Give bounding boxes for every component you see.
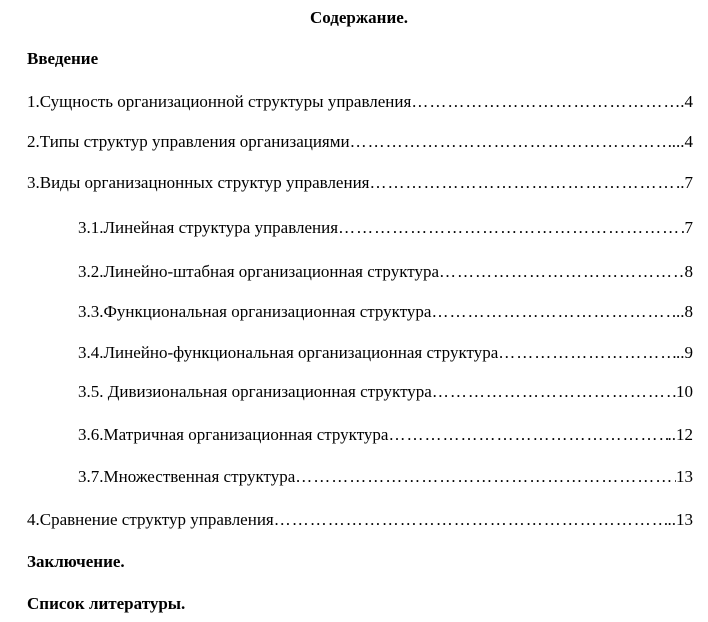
- toc-entry-3-1: [78, 218, 693, 238]
- toc-entry-label: 3.Виды организацнонных структур управления: [27, 173, 370, 192]
- toc-entry-3-7: [78, 467, 693, 487]
- toc-leader-dots: [411, 92, 680, 112]
- toc-leader-dots: [274, 510, 668, 530]
- toc-intro: Введение: [27, 49, 99, 68]
- toc-entry-label: 3.5. Дивизиональная организационная структура: [78, 382, 432, 401]
- toc-entry-3-3: [78, 302, 693, 322]
- toc-entry-3-4: [78, 343, 693, 363]
- toc-entry-label: 2.Типы структур управления организациями: [27, 132, 350, 151]
- toc-entry-label: 3.3.Функциональная организационная структура: [78, 302, 432, 321]
- toc-leader-dots: [432, 382, 676, 402]
- toc-entry-label: 3.1.Линейная структура управления: [78, 218, 339, 237]
- toc-leader-dots: [498, 343, 676, 363]
- toc-entry-3-6: [78, 425, 693, 445]
- toc-entry-2: [27, 132, 693, 152]
- toc-entry-label: 3.4.Линейно-функциональная организационная структура: [78, 343, 499, 362]
- toc-entry-page: 13: [676, 467, 693, 486]
- toc-entry-page: 7: [684, 218, 693, 237]
- toc-leader-dots: [338, 218, 684, 238]
- toc-entry-page: ...4: [671, 132, 693, 151]
- page-title: Содержание.: [309, 8, 409, 27]
- toc-entry-page: ..7: [676, 173, 693, 192]
- toc-entry-3-2: [78, 262, 693, 282]
- toc-entry-page: 10: [676, 382, 693, 401]
- toc-entry-3: [27, 173, 693, 193]
- toc-entry-4: [27, 510, 693, 530]
- toc-entry-page: ..8: [676, 302, 693, 321]
- toc-entry-label: 1.Сущность организационной структуры управления: [27, 92, 412, 111]
- toc-entry-page: ..13: [667, 510, 693, 529]
- toc-leader-dots: [295, 467, 676, 487]
- toc-leader-dots: [439, 262, 685, 282]
- toc-entry-page: ..12: [667, 425, 693, 444]
- toc-entry-page: .4: [680, 92, 693, 111]
- toc-leader-dots: [388, 425, 667, 445]
- toc-entry-label: 3.6.Матричная организационная структура: [78, 425, 389, 444]
- toc-entry-label: 3.7.Множественная структура: [78, 467, 296, 486]
- toc-entry-1: [27, 92, 693, 112]
- toc-leader-dots: [350, 132, 672, 152]
- toc-entry-page: 8: [684, 262, 693, 281]
- toc-entry-3-5: [78, 382, 693, 402]
- toc-references: Список литературы.: [27, 594, 186, 613]
- toc-conclusion: Заключение.: [27, 552, 125, 571]
- toc-entry-page: ..9: [676, 343, 693, 362]
- toc-leader-dots: [369, 173, 676, 193]
- toc-entry-label: 3.2.Линейно-штабная организационная структура: [78, 262, 439, 281]
- toc-entry-label: 4.Сравнение структур управления: [27, 510, 274, 529]
- toc-leader-dots: [431, 302, 676, 322]
